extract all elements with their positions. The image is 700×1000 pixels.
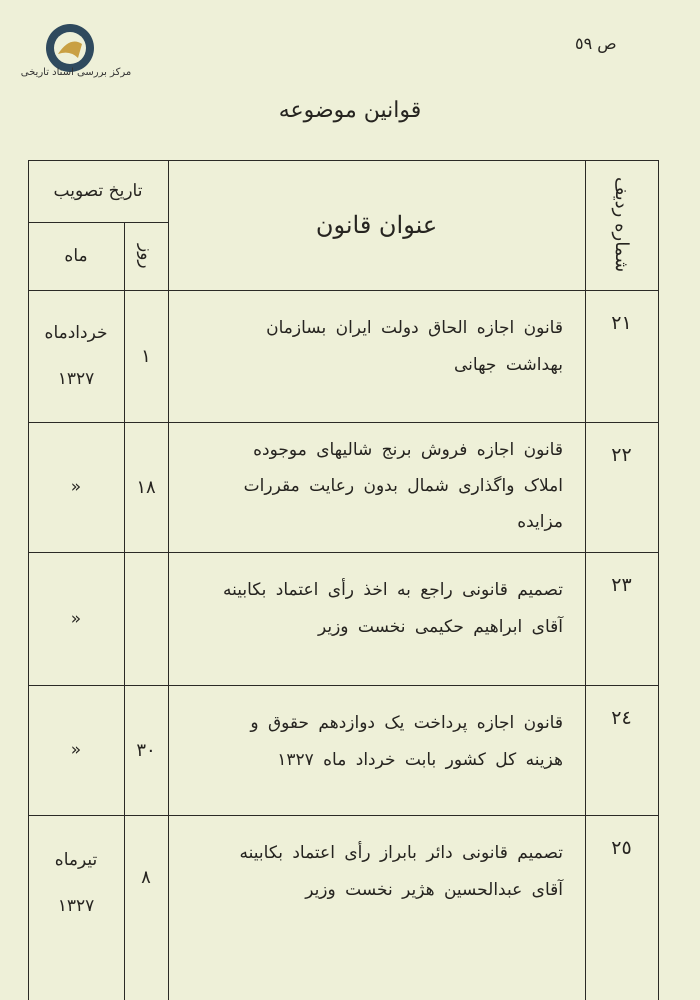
approval-day: ٨ xyxy=(141,867,151,888)
table-border-right xyxy=(658,160,659,1000)
approval-day: ٣٠ xyxy=(136,739,156,761)
row-number: ٢٢ xyxy=(611,444,632,466)
row-number: ٢٣ xyxy=(611,574,632,596)
archive-name: مرکز بررسی اسناد تاریخی xyxy=(20,67,132,78)
header-approval-date: تاریخ تصویب xyxy=(53,181,143,201)
table-row xyxy=(28,815,658,1000)
approval-month: تیرماه ١٣٢٧ xyxy=(54,850,98,916)
approval-day: ١ xyxy=(141,345,151,367)
header-month: ماه xyxy=(64,246,88,266)
header-day: روز xyxy=(136,243,156,269)
header-law-title: عنوان قانون xyxy=(315,211,438,239)
table-row xyxy=(28,290,658,422)
table-row xyxy=(28,552,658,685)
law-title: قانون اجازه فروش برنج شالیهای موجوده املاک واگذاری شمال بدون رعایت مقررات مزایده xyxy=(243,440,563,532)
approval-month: « xyxy=(70,477,82,497)
approval-month: « xyxy=(70,740,82,760)
laws-table xyxy=(28,160,658,1000)
row-number: ٢١ xyxy=(611,312,632,334)
table-row xyxy=(28,685,658,815)
row-number: ٢٤ xyxy=(611,707,632,729)
page-title: قوانین موضوعه xyxy=(278,98,422,123)
table-row xyxy=(28,422,658,552)
header-row-number: شماره ردیف xyxy=(611,177,632,273)
law-title: قانون اجازه الحاق دولت ایران بسازمان بهداشت جهانی xyxy=(266,318,563,375)
approval-day xyxy=(124,552,168,685)
row-number: ٢٥ xyxy=(611,837,632,859)
approval-day: ١٨ xyxy=(136,476,156,498)
page-number: ص ٥٩ xyxy=(575,34,617,53)
law-title: قانون اجازه پرداخت یک دوازدهم حقوق و هزینه کل کشور بابت خرداد ماه ١٣٢٧ xyxy=(250,713,563,770)
approval-month: « xyxy=(70,608,82,629)
law-title: تصمیم قانونی راجع به اخذ رأی اعتماد بکابینه آقای ابراهیم حکیمی نخست وزیر xyxy=(222,580,563,637)
law-title: تصمیم قانونی دائر بابراز رأی اعتماد بکابینه آقای عبدالحسین هژیر نخست وزیر xyxy=(239,843,563,900)
approval-month: خردادماه ١٣٢٧ xyxy=(44,323,108,389)
